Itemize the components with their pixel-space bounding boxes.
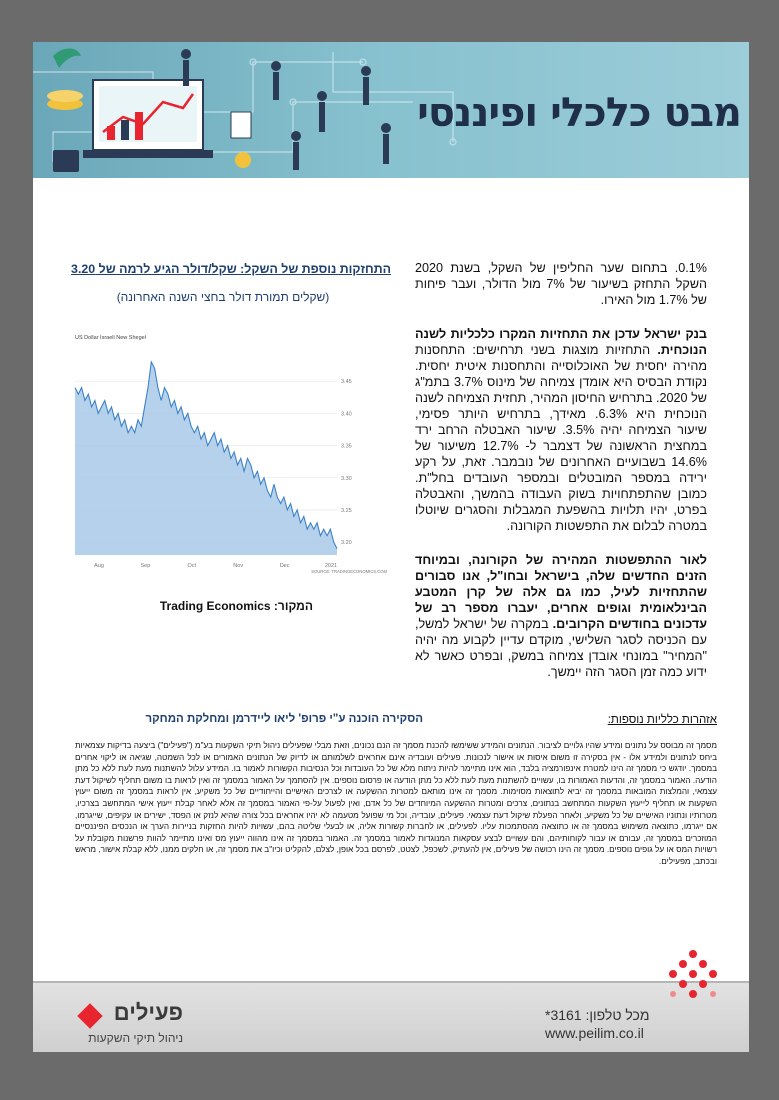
chart-x-tick-label: Dec <box>279 563 290 569</box>
chart-inner-title: US Dollar Israeli New Shegel <box>75 335 146 341</box>
chart-x-tick-label: 2021 <box>324 563 338 569</box>
brand-logo <box>43 1000 183 1045</box>
chart-y-ticks <box>341 379 352 546</box>
chart-y-tick-label: 3.20 <box>341 540 352 547</box>
chart-x-tick-label: Aug <box>94 563 104 569</box>
dots-logo-icon <box>661 946 725 1010</box>
source-name: Trading Economics <box>159 599 271 613</box>
diamond-logo-icon <box>75 1001 105 1031</box>
brand-name-row <box>43 1000 183 1031</box>
chart-y-tick-label: 3.40 <box>341 411 352 418</box>
brand-tagline: ניהול תיקי השקעות <box>88 1030 183 1045</box>
chart-source-note: SOURCE: TRADINGECONOMICS.COM <box>311 569 387 574</box>
contact-website[interactable]: www.peilim.co.il <box>545 1025 644 1041</box>
disclaimer-heading: אזהרות כלליות נוספות: <box>607 714 717 726</box>
brand-name: פעילים <box>113 1000 183 1025</box>
chart-area-fill <box>75 362 337 555</box>
chart-y-tick-label: 3.30 <box>341 475 352 482</box>
source-label: המקור: <box>273 599 313 613</box>
article-paragraph-2-body: התחזיות מוצגות בשני תרחישים: התחסנות מהירה יחסית של האוכלוסייה והתחסנות איטית יחסית. נקודת הבסיס היא אומדן צמיחה של מינוס 3.7% בתמ"ג של 2020. בתרחיש החיסון המהיר, תחזית הצמיחה לשנה הנוכחית היא 6.3%. מאידך, בתרחיש היותר פסימי, שיעור הצמיחה יהיה 3.5%. שיעור האבטלה הרחב ירד במחצית הראשונה של דצמבר ל- 12.7% משיעור של 14.6% בשבועיים האחרונים של נובמבר. זאת, על רקע ירידה במספר המובטלים ובמספר העובדים בחל"ת. כמובן שהתפתחויות בשוק העבודה בהמשך, והאבטלה בפרט, יהיו תלויות בהשפעת המגבלות והסגרים שיוטלו במטרה לבלום את התפשטות הקורונה. <box>415 343 708 533</box>
contact-phone: מכל טלפון: 3161* <box>545 1007 650 1023</box>
chart-x-tick-label: Sep <box>140 563 151 569</box>
article-paragraph-1: 0.1%. בתחום שער החליפין של השקל, בשנת 2020 השקל התחזק בשיעור של 7% מול הדולר, ועבר פיחות של 1.7% מול האירו. <box>415 261 707 307</box>
chart-y-tick-label: 3.45 <box>341 379 352 386</box>
header-banner <box>33 42 749 178</box>
usd-ils-chart <box>69 329 389 579</box>
chart-subtitle: (שקלים תמורת דולר בחצי השנה האחרונה) <box>116 290 330 304</box>
disclaimer-author: הסקירה הוכנה ע"י פרופ' ליאו ליידרמן ומחלקת המחקר <box>145 713 423 725</box>
chart-y-tick-label: 3.25 <box>341 507 352 514</box>
article-paragraph-2-lead: בנק ישראל עדכן את התחזיות המקרו כלכליות לשנה הנוכחית. <box>415 327 707 357</box>
document-page <box>33 42 749 1052</box>
article-paragraph-2 <box>415 326 707 534</box>
chart-x-ticks <box>94 563 337 569</box>
chart-y-tick-label: 3.35 <box>341 443 352 450</box>
disclaimer-body: מסמך זה מבוסס על נתונים ומידע שהיו גלויים לציבור. הנתונים והמידע ששימשו להכנת מסמך זה הנם נכונים, וזאת מבלי שפעילים ניהול תיקי השקעות בע"מ ("פעילים") ביצעה בדיקות עצמאיות ביחס לנתונים ולמידע אלו - אין בסקירה זו משום איסות או אישור לנכונות. פעילים ועובדיה אינם אחראים לשלמותם או לדיוק של הנתונים האמורים או לכל השמטה, שגיאה או ליקוי אחרים במסמך. יודגש כי מסמך זה הינו למטרת אינפורמציה בלבד, הוא אינו מתיימר להיות ניתוח מלא של כל העובדות וכל הנסיבות הקשורות לאמור בו. המידע עלול להשתנות מעת לעת ללא כל מתן הודעה. האמור במסמך זה, והדעות האמורות בו, עשויים להשתנות מעת לעת ללא כל מתן הודעה או פרסום נוספים. אין להסתמך על האמור במסמך זה ואין לראות בו משום תחליף לשיקול דעת עצמאי, והמלצות המובאות במסמך זה יביא לתוצאות מסוימות. מסמך זה אינו מותאם למטרות ההשקעה או לצרכים האישיים והייחודיים של כל משקיע, אין לראות במסמך זה משום ייעוץ השקעות או תחליף לייעוץ השקעות המתחשב בנתונים, צרכים ומטרות ההשקעה המיוחדים של כל אדם, ואין לפעול על-פי האמור במסמך זה אלא לאחר קבלת ייעוץ אישי המתחשב בצרכיו, מטרותיו ונתוניו האישיים של כל משקיע, ולאחר הפעלת שיקול דעת עצמאי. פעילים, עובדיה, וכל מי שפועל מטעמה לא יהיו אחראים בכל צורה שהיא לנזק או הפסד, ישירים או עקיפים, שייגרמו, אם ייגרמו, כתוצאה משימוש במסמך זה או כתוצאה מהסתמכות עליו. לפעילים, או לחברות קשורות אליה, או לבעלי שליטה בהם, עשויות להיות החזקות בניירות הערך או הנכסים הפיננסיים המוזכרים במסמך זה, עבורם או עבור לקוחותיהם, והם עשויים לבצע עסקאות המנוגדות לאמור במסמך זה. האמור במסמך זה אינו מהווה ייעוץ מס ואינו מתיימר להוות פרשנות מקובלת על רשויות המס או על גופים נוספים. מסמך זה הינו רכושה של פעילים, אין להעתיק, לשכפל, לצטט, לפרסם בכל אופן, לצלם, להקליט וכיו"ב את מסמך זה, או חלקים ממנו, ללא קבלת אישור, מראש ובכתב, מפעילים. <box>75 741 717 866</box>
article-column <box>415 260 707 698</box>
article-paragraph-3-lead: לאור ההתפשטות המהירה של הקורונה, ובמיוחד הזנים החדשים שלה, בישראל ובחו"ל, אנו סבורים שהתחזיות לעיל, כמו גם אלה של קרן המטבע הבינלאומית וגופים אחרים, יעברו מספר רב של עדכונים בחודשים הקרובים. <box>415 553 707 631</box>
chart-x-tick-label: Oct <box>187 563 197 569</box>
chart-title: התחזקות נוספת של השקל: שקל/דולר הגיע לרמה של 3.20 <box>71 262 391 276</box>
chart-x-tick-label: Nov <box>233 563 244 569</box>
banner-title: מבט כלכלי ופיננסי <box>417 90 741 136</box>
chart-source <box>113 599 313 613</box>
article-paragraph-3 <box>415 552 707 680</box>
article-paragraph-3-body: במקרה של ישראל למשל, עם הכניסה לסגר השלישי, מוקדם עדיין לקבוע מה יהיה "המחיר" במונחי אובדן צמיחה במשק, ובפרט כאשר לא ידוע כמה זמן הסגר הזה יימשך. <box>415 617 707 679</box>
contact-info <box>545 1007 705 1041</box>
